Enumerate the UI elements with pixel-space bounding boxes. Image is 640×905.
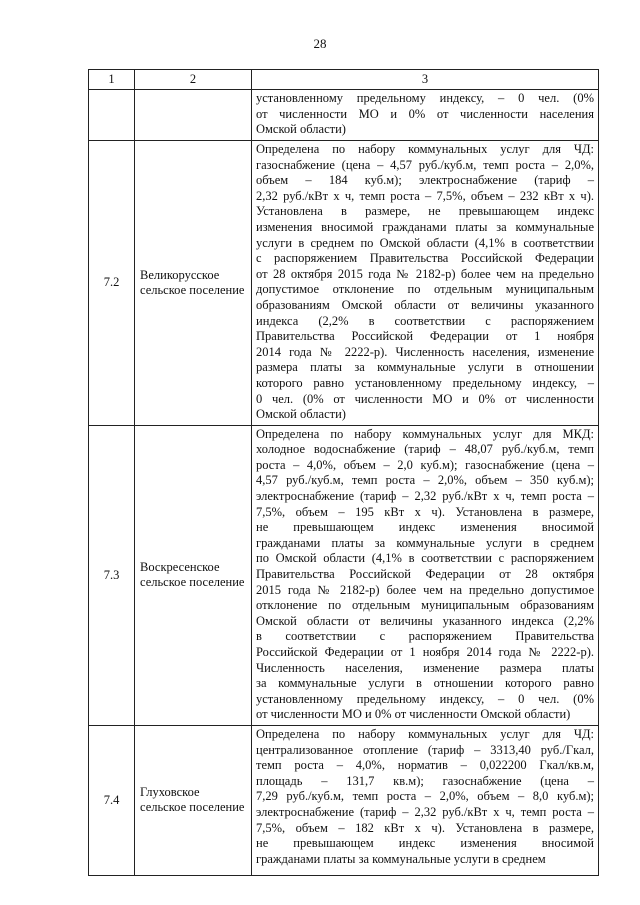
description-line: темп роста – 4,0%, норматив – 0,022200 Гкал/кв.м,	[256, 758, 594, 773]
description-line: Определена по набору коммунальных услуг для ЧД:	[256, 726, 594, 741]
description-line: услуги в среднем по Омской области (4,1% в соответствии	[256, 235, 594, 250]
description-line: размера платы за коммунальные услуги в отношении	[256, 360, 594, 375]
row-number-cell	[89, 90, 135, 141]
description-line: установленному предельному индексу, – 0 чел. (0%	[256, 691, 594, 706]
description-line: Определена по набору коммунальных услуг для ЧД:	[256, 142, 594, 156]
description-line: 7,5%, объем – 195 кВт х ч). Установлена в размере,	[256, 504, 594, 519]
description-line: Российской Федерации от 1 ноября 2014 года № 2222-р).	[256, 645, 594, 659]
tariff-table	[88, 69, 599, 876]
description-cell	[252, 725, 599, 875]
table-row	[89, 141, 599, 426]
row-number-cell: 7.2	[89, 141, 135, 426]
description-line: Правительства Российской Федерации от 28 октября	[256, 567, 594, 582]
description-line: по Омской области (4,1% в соответствии с распоряжением	[256, 551, 594, 566]
page-number: 28	[313, 36, 327, 51]
description-line: образованиям Омской области от величины указанного	[256, 297, 594, 312]
settlement-name-cell: Воскресенское сельское поселение	[135, 425, 252, 725]
description-line: гражданами платы за коммунальные услуги в среднем	[256, 535, 594, 550]
description-line: за коммунальные услуги в отношении которого равно	[256, 676, 594, 691]
table-header-row	[89, 70, 599, 90]
table-row	[89, 425, 599, 725]
description-line: индекса (2,2% в соответствии с распоряжением	[256, 313, 594, 328]
row-number-cell: 7.3	[89, 425, 135, 725]
description-line: 2015 года № 2182-р) более чем на предельно допустимое	[256, 582, 594, 597]
description-line: централизованное отопление (тариф – 3313,40 руб./Гкал,	[256, 742, 594, 757]
table-row	[89, 725, 599, 875]
description-line: с распоряжением Правительства Российской Федерации	[256, 251, 594, 266]
description-line: электроснабжение (тариф – 2,32 руб./кВт х ч, темп роста –	[256, 804, 594, 819]
description-line: газоснабжение (цена – 4,57 руб./куб.м, темп роста – 2,0%,	[256, 157, 594, 172]
description-line: от численности МО и 0% от численности Омской области)	[256, 707, 571, 722]
description-line: отклонение по отдельным муниципальным образованиям	[256, 598, 594, 613]
description-line: Омской области)	[256, 122, 346, 137]
description-line: площадь – 131,7 кв.м); газоснабжение (цена –	[256, 773, 594, 788]
description-line: Омской области)	[256, 407, 346, 422]
description-line: 7,29 руб./куб.м, темп роста – 2,0%, объем – 8,0 куб.м);	[256, 789, 594, 804]
description-line: установленному предельному индексу, – 0 чел. (0%	[256, 91, 594, 105]
settlement-name-cell: Глуховское сельское поселение	[135, 725, 252, 875]
description-line: Определена по набору коммунальных услуг для МКД:	[256, 426, 594, 441]
description-line: электроснабжение (тариф – 2,32 руб./кВт х ч, темп роста –	[256, 489, 594, 504]
table-row	[89, 90, 599, 141]
description-line: от численности МО и 0% от численности населения	[256, 106, 594, 121]
description-line: 0 чел. (0% от численности МО и 0% от численности	[256, 391, 594, 406]
settlement-name-cell	[135, 90, 252, 141]
description-line: допустимое отклонение по отдельным муниципальным	[256, 282, 594, 297]
description-line: 4,57 руб./куб.м, темп роста – 2,0%, объем – 350 куб.м);	[256, 473, 594, 488]
description-cell	[252, 141, 599, 426]
description-line: Установлена в размере, не превышающем индекс	[256, 204, 594, 219]
row-number-cell: 7.4	[89, 725, 135, 875]
description-line: не превышающем индекс изменения вносимой	[256, 836, 594, 851]
description-line: от 28 октября 2015 года № 2182-р) более чем на предельно	[256, 266, 594, 281]
description-line: 2,32 руб./кВт х ч, темп роста – 7,5%, объем – 232 кВт х ч).	[256, 188, 594, 203]
header-cell-number: 1	[89, 70, 135, 90]
description-line: которого равно установленному предельному индексу, –	[256, 375, 594, 390]
description-line: в соответствии с распоряжением Правительства	[256, 629, 594, 644]
settlement-name-cell: Великорусское сельское поселение	[135, 141, 252, 426]
description-line: 7,5%, объем – 182 кВт х ч). Установлена в размере,	[256, 820, 594, 835]
description-line: 2014 года № 2222-р). Численность населения, изменение	[256, 344, 594, 359]
description-line: Численность населения, изменение размера платы	[256, 660, 594, 675]
description-line: роста – 4,0%, объем – 2,0 куб.м); газоснабжение (цена –	[256, 457, 594, 472]
description-cell	[252, 425, 599, 725]
description-line: гражданами платы за коммунальные услуги в среднем	[256, 851, 546, 866]
header-cell-description: 3	[252, 70, 599, 90]
description-line: холодное водоснабжение (тариф – 48,07 руб./куб.м, темп	[256, 442, 594, 457]
description-line: Правительства Российской Федерации от 1 ноября	[256, 329, 594, 344]
description-line: Омской области от величины указанного индекса (2,2%	[256, 613, 594, 628]
header-cell-settlement: 2	[135, 70, 252, 90]
description-line: изменения вносимой гражданами платы за коммунальные	[256, 219, 594, 234]
description-line: объем – 184 куб.м); электроснабжение (тариф –	[256, 173, 594, 188]
description-line: не превышающем индекс изменения вносимой	[256, 520, 594, 535]
description-cell	[252, 90, 599, 141]
